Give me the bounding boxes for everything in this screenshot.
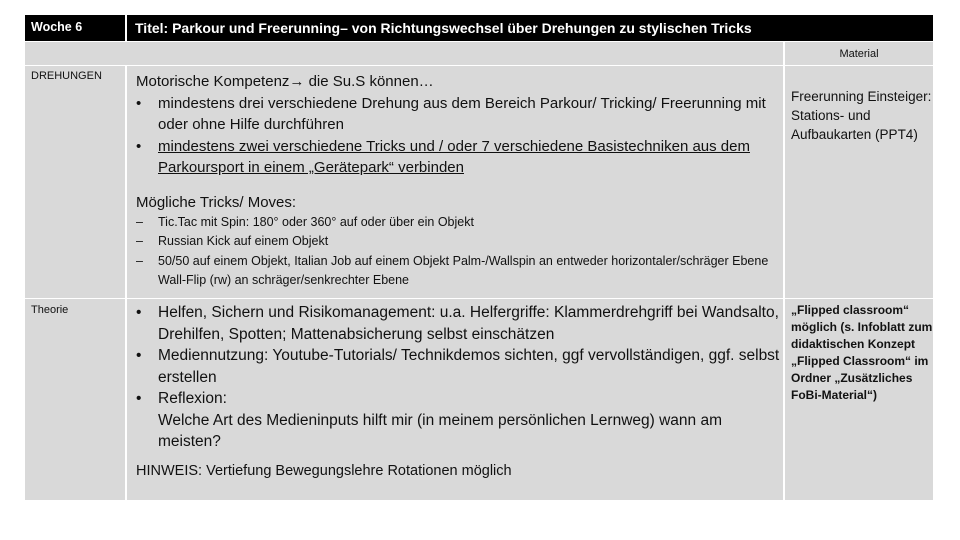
move-item-text: Tic.Tac mit Spin: 180° oder 360° auf oder über ein Objekt	[158, 214, 474, 229]
dash-icon: –	[136, 253, 143, 268]
row-label-drehungen: DREHUNGEN	[25, 66, 125, 298]
theory-item-text: Reflexion: Welche Art des Medieninputs hilft mir (in meinem persönlichen Lernweg) wann am meisten?	[158, 390, 723, 450]
bullet-icon: •	[136, 347, 142, 364]
arrow-right-icon: →	[289, 73, 305, 90]
theory-item-text: Mediennutzung: Youtube-Tutorials/ Technikdemos sichten, ggf vervollständigen, ggf. selbst erstellen	[158, 347, 780, 386]
competence-subject: die Su.S können…	[304, 73, 434, 90]
bullet-icon: •	[136, 94, 142, 112]
week-label: Woche 6	[25, 15, 125, 41]
competence-heading	[136, 71, 783, 93]
competence-list	[136, 93, 783, 179]
competence-item	[136, 136, 783, 179]
bullet-icon: •	[136, 137, 142, 155]
competence-title: Motorische Kompetenz	[136, 73, 290, 90]
material-theorie: „Flipped classroom“ möglich (s. Infoblatt zum didaktischen Konzept „Flipped Classroom“ im Ordner „Zusätzliches FoBi-Material“)	[785, 299, 933, 500]
bullet-icon: •	[136, 304, 142, 321]
move-item	[136, 213, 783, 233]
material-drehungen: Freerunning Einsteiger: Stations- und Aufbaukarten (PPT4)	[785, 66, 933, 298]
theory-list	[136, 302, 783, 453]
theory-item	[136, 345, 783, 388]
theory-item	[136, 302, 783, 345]
row-label-theorie: Theorie	[25, 299, 125, 500]
move-item	[136, 232, 783, 252]
competence-cell	[127, 66, 783, 298]
moves-list	[136, 213, 783, 291]
material-header-spacer	[25, 42, 783, 65]
theory-item	[136, 388, 783, 453]
theory-cell	[127, 299, 783, 500]
dash-icon: –	[136, 234, 143, 248]
bullet-icon: •	[136, 390, 142, 407]
move-item-text: Russian Kick auf einem Objekt	[158, 234, 329, 248]
move-item-text: 50/50 auf einem Objekt, Italian Job auf einem Objekt Palm-/Wallspin an entweder horizontaler/schräger Ebene Wall-Flip (rw) an schräger/senkrechter Ebene	[158, 253, 769, 287]
move-item	[136, 252, 783, 291]
hint-text: HINWEIS: Vertiefung Bewegungslehre Rotationen möglich	[136, 462, 512, 479]
material-header: Material	[785, 42, 933, 65]
competence-item-text: mindestens drei verschiedene Drehung aus dem Bereich Parkour/ Tricking/ Freerunning mit oder ohne Hilfe durchführen	[158, 94, 766, 133]
lesson-title: Titel: Parkour und Freerunning– von Richtungswechsel über Drehungen zu stylischen Tricks	[127, 15, 933, 41]
competence-item-text: mindestens zwei verschiedene Tricks und / oder 7 verschiedene Basistechniken aus dem Parkoursport in einem „Gerätepark“ verbinden	[158, 137, 750, 176]
competence-item	[136, 93, 783, 136]
dash-icon: –	[136, 214, 143, 229]
moves-title: Mögliche Tricks/ Moves:	[136, 193, 297, 211]
theory-item-text: Helfen, Sichern und Risikomanagement: u.a. Helfergriffe: Klammerdrehgriff bei Wandsalto, Drehilfen, Spotten; Mattenabsicherung selbst einschätzen	[158, 304, 779, 343]
